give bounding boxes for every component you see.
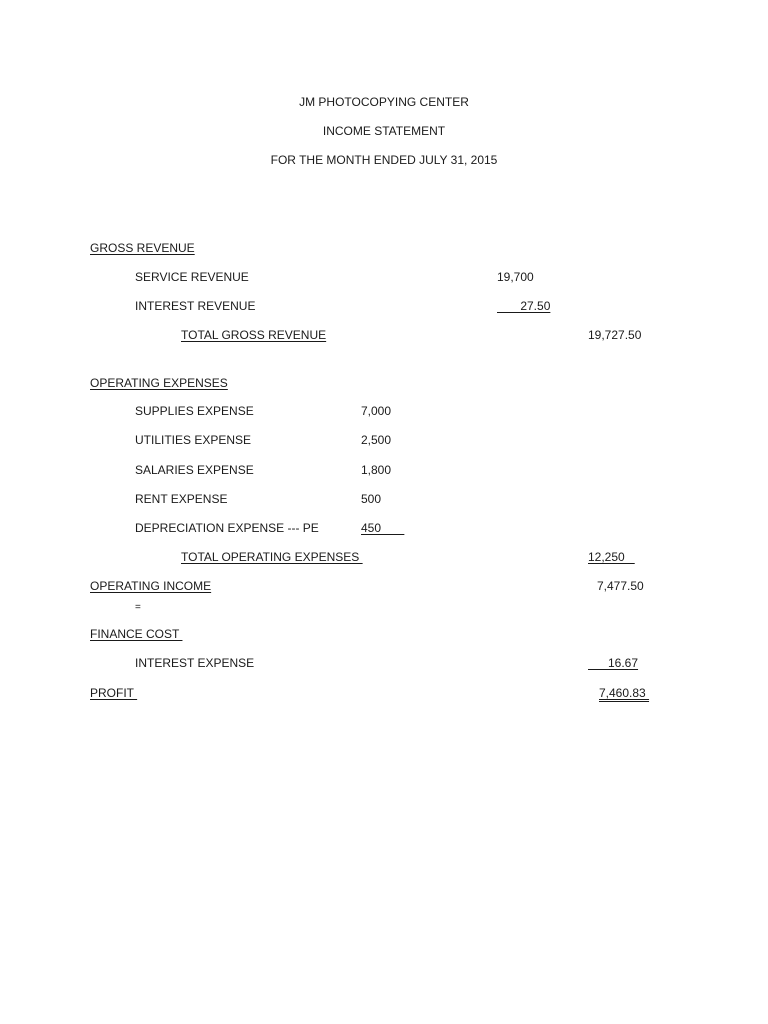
statement-title: INCOME STATEMENT [322,124,446,138]
total-operating-expenses-amount: 12,250 [588,550,635,564]
interest-expense-label: INTEREST EXPENSE [135,656,255,670]
service-revenue-label: SERVICE REVENUE [135,270,249,284]
expense-label: DEPRECIATION EXPENSE --- PE [135,521,319,535]
company-name: JM PHOTOCOPYING CENTER [299,95,469,109]
gross-revenue-heading: GROSS REVENUE [90,241,195,255]
expense-amount: 500 [361,492,382,506]
total-gross-revenue-amount: 19,727.50 [588,328,642,342]
interest-revenue-amount: 27.50 [497,299,551,313]
interest-revenue-label: INTEREST REVENUE [135,299,256,313]
total-operating-expenses-label: TOTAL OPERATING EXPENSES [181,550,363,564]
profit-amount: 7,460.83 [599,686,650,700]
operating-expenses-heading: OPERATING EXPENSES [90,376,228,390]
expense-label: SUPPLIES EXPENSE [135,404,254,418]
operating-income-amount: 7,477.50 [597,579,644,593]
expense-amount: 1,800 [361,463,392,477]
expense-label: UTILITIES EXPENSE [135,433,252,447]
service-revenue-amount: 19,700 [497,270,534,284]
interest-expense-amount: 16.67 [588,656,639,670]
expense-amount: 450 [361,521,405,535]
profit-label: PROFIT [90,686,138,700]
finance-cost-heading: FINANCE COST [90,627,183,641]
equals-mark: = [135,602,141,613]
expense-label: RENT EXPENSE [135,492,228,506]
expense-amount: 2,500 [361,433,392,447]
total-gross-revenue-label: TOTAL GROSS REVENUE [181,328,327,342]
expense-amount: 7,000 [361,404,392,418]
statement-period: FOR THE MONTH ENDED JULY 31, 2015 [270,153,498,167]
operating-income-label: OPERATING INCOME [90,579,212,593]
expense-label: SALARIES EXPENSE [135,463,254,477]
